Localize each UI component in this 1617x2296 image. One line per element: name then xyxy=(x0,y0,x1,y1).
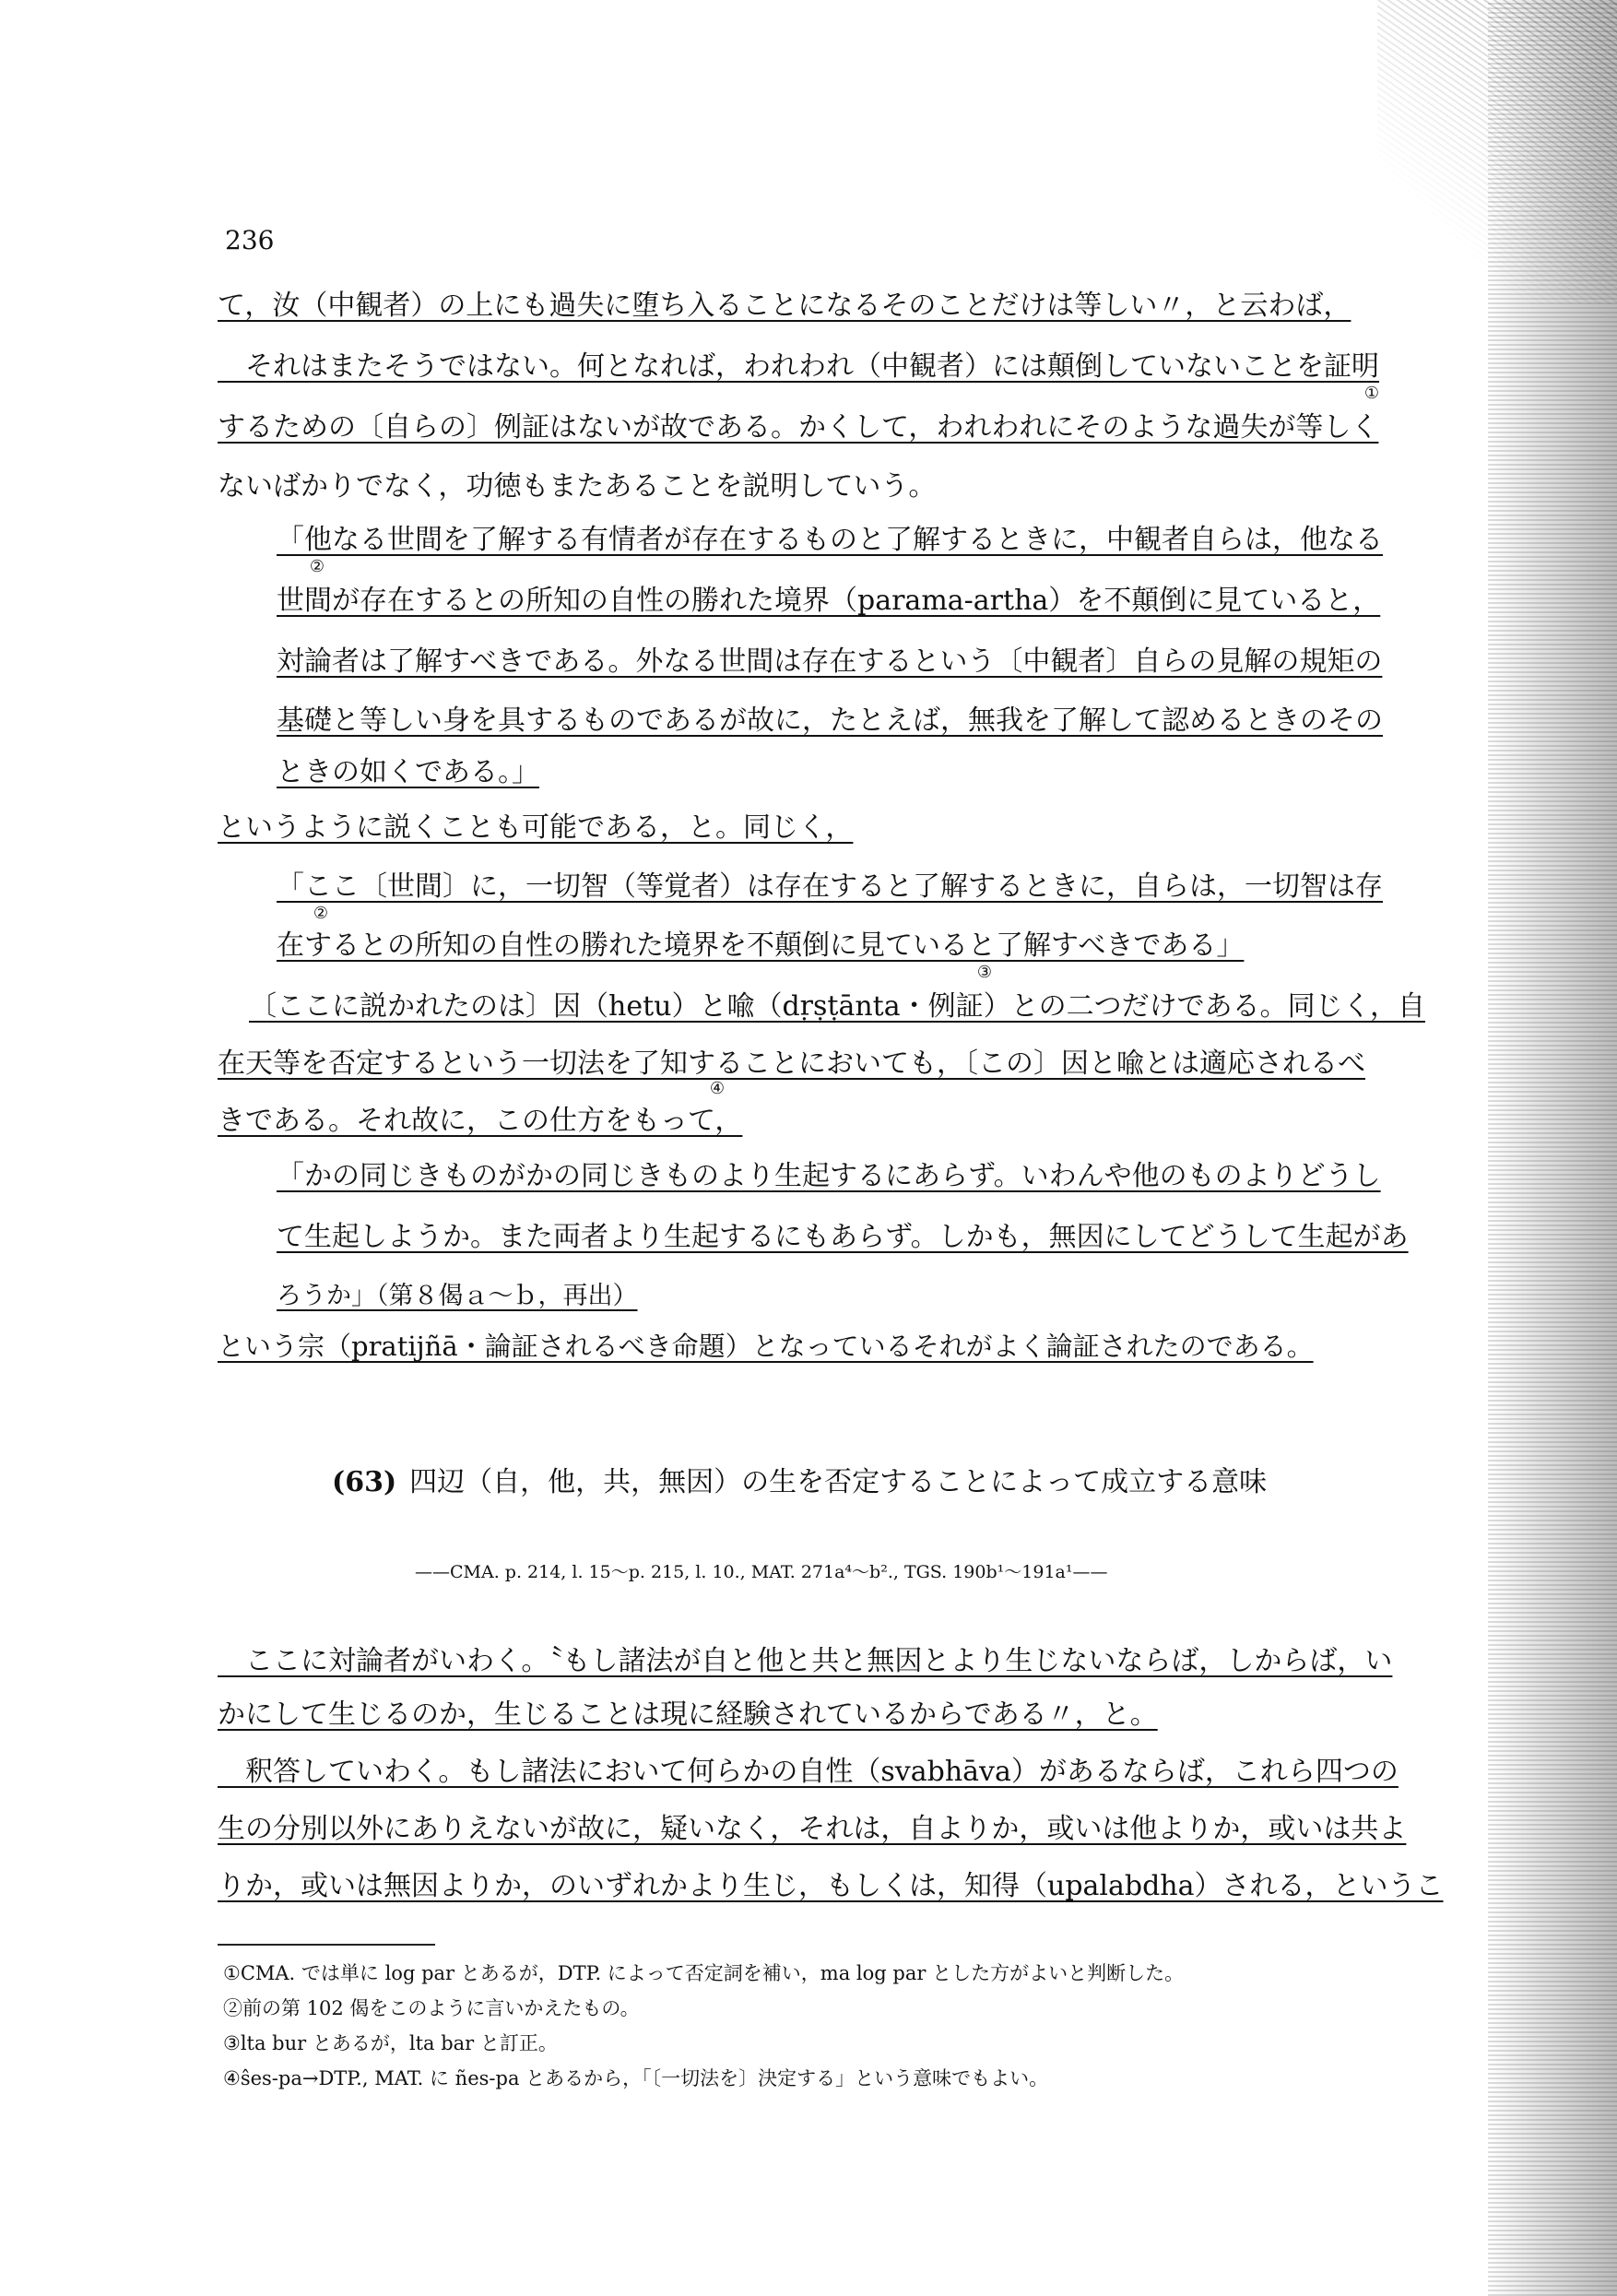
quote-line: 世間が存在するとの所知の自性の勝れた境界（parama-artha）を不顛倒に見ていると， xyxy=(277,585,1381,617)
footnote: ④ŝes-pa→DTP., MAT. に ñes-pa とあるから，「〔一切法を〕決定する」という意味でもよい。 xyxy=(223,2067,1049,2089)
body-line: て，汝（中観者）の上にも過失に堕ち入ることになるそのことだけは等しい〃，と云わば， xyxy=(218,290,1351,322)
quote-line: て生起しようか。また両者より生起するにもあらず。しかも，無因にしてどうして生起があ xyxy=(277,1221,1409,1253)
body-line: かにして生じるのか，生じることは現に経験されているからである〃，と。 xyxy=(218,1698,1158,1731)
scan-edge-shadow xyxy=(1488,0,1617,2296)
body-line: きである。それ故に，この仕方をもって， xyxy=(218,1105,743,1137)
quote-line: ろうか」（第８偈ａ～ｂ，再出） xyxy=(277,1282,638,1310)
quote-line: 「かの同じきものがかの同じきものより生起するにあらず。いわんや他のものよりどうし xyxy=(277,1160,1381,1192)
body-line: 〔ここに説かれたのは〕因（hetu）と喩（dṛṣṭānta・例証）との二つだけである。同じく，自 xyxy=(249,990,1425,1023)
footnote-marker: ② xyxy=(309,557,325,576)
quote-line: 「他なる世間を了解する有情者が存在するものと了解するときに，中観者自らは，他なる xyxy=(277,524,1383,556)
footnote-marker: ④ xyxy=(709,1079,726,1098)
section-title: 四辺（自，他，共，無因）の生を否定することによって成立する意味 xyxy=(409,1466,1268,1498)
body-line: という宗（pratijñā・論証されるべき命題）となっているそれがよく論証されたのである。 xyxy=(218,1331,1314,1362)
footnote: ②前の第 102 偈をこのように言いかえたもの。 xyxy=(223,1997,640,2019)
section-heading xyxy=(332,1464,1267,1501)
quote-line: ときの如くである。」 xyxy=(277,756,539,788)
body-line: ないばかりでなく，功徳もまたあることを説明していう。 xyxy=(218,470,937,503)
page-number: 236 xyxy=(225,225,275,255)
quote-line: 基礎と等しい身を具するものであるが故に，たとえば，無我を了解して認めるときのその xyxy=(277,704,1383,737)
quote-line: 対論者は了解すべきである。外なる世間は存在するという〔中観者〕自らの見解の規矩の xyxy=(277,645,1383,678)
scan-corner-shadow xyxy=(1377,0,1617,304)
footnote-marker: ③ xyxy=(976,963,993,982)
footnote-marker: ① xyxy=(1363,384,1380,403)
quote-line: 「ここ〔世間〕に，一切智（等覚者）は存在すると了解するときに，自らは，一切智は存 xyxy=(277,870,1383,903)
body-line: りか，或いは無因よりか，のいずれかより生じ，もしくは，知得（upalabdha）される，というこ xyxy=(218,1870,1444,1902)
section-number: (63) xyxy=(332,1466,397,1498)
body-line: 生の分別以外にありえないが故に，疑いなく，それは，自よりか，或いは他よりか，或いは共よ xyxy=(218,1813,1407,1845)
body-line: 釈答していわく。もし諸法において何らかの自性（svabhāva）があるならば，これら四つの xyxy=(218,1756,1399,1788)
footnote: ①CMA. では単に log par とあるが，DTP. によって否定詞を補い，ma log par とした方がよいと判断した。 xyxy=(223,1962,1185,1984)
body-line: というように説くことも可能である，と。同じく， xyxy=(218,811,854,844)
footnote-divider xyxy=(218,1944,435,1946)
body-line: するための〔自らの〕例証はないが故である。かくして，われわれにそのような過失が等しく xyxy=(218,411,1379,444)
footnote: ③lta bur とあるが，lta bar と訂正。 xyxy=(223,2032,558,2054)
section-source-reference: ——CMA. p. 214, l. 15～p. 215, l. 10., MAT. 271a⁴～b²., TGS. 190b¹～191a¹—— xyxy=(415,1562,1108,1582)
body-line: ここに対論者がいわく。〝もし諸法が自と他と共と無因とより生じないならば，しからば，い xyxy=(218,1645,1393,1677)
body-line: それはまたそうではない。何となれば，われわれ（中観者）には顛倒していないことを証明 xyxy=(218,350,1379,383)
body-line: 在天等を否定するという一切法を了知することにおいても，〔この〕因と喩とは適応されるべ xyxy=(218,1047,1365,1080)
quote-line: 在するとの所知の自性の勝れた境界を不顛倒に見ていると了解すべきである」 xyxy=(277,929,1245,962)
footnote-marker: ② xyxy=(313,904,329,923)
